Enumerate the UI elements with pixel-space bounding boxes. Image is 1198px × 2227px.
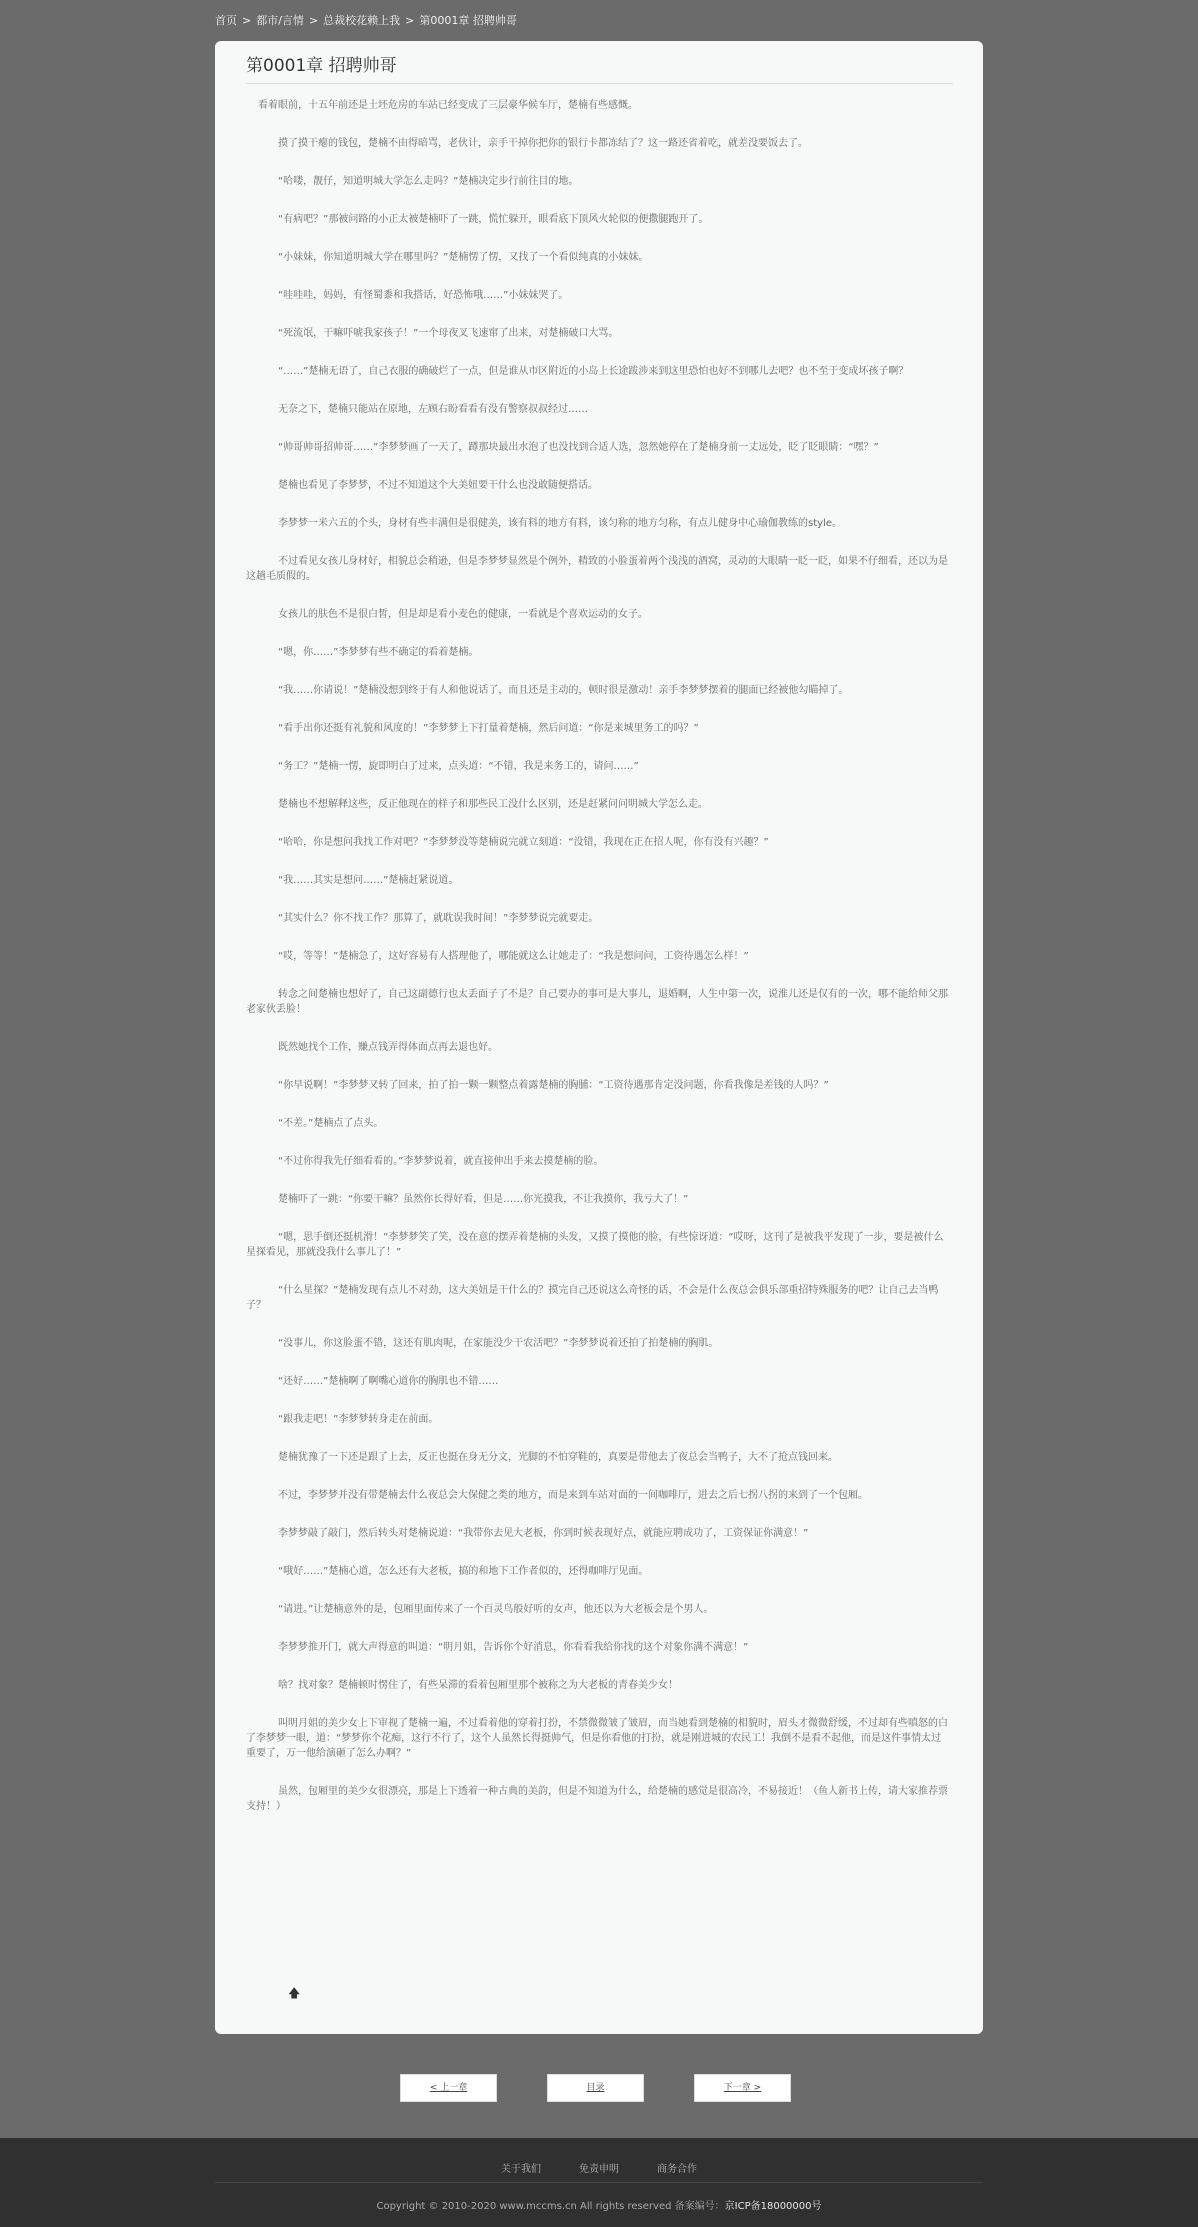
- footer-links: [0, 2160, 1198, 2175]
- chapter-paragraph: “我……其实是想问……”楚楠赶紧说道。: [278, 875, 459, 886]
- chapter-paragraph: 楚楠也不想解释这些，反正他现在的样子和那些民工没什么区别，还是赶紧问问明城大学怎么走。: [278, 799, 708, 810]
- breadcrumb-separator: >: [308, 14, 319, 27]
- icp-number: 京ICP备18000000号: [724, 2201, 822, 2212]
- chapter-paragraph: “……”楚楠无语了，自己衣服的确破烂了一点，但是谁从市区附近的小岛上长途跋涉来到这里恐怕也好不到哪儿去吧？也不至于变成坏孩子啊？: [278, 366, 909, 377]
- chapter-paragraph: 李梦梦推开门，就大声得意的叫道：“明月姐，告诉你个好消息，你看看我给你找的这个对象你满不满意！”: [278, 1642, 749, 1653]
- chapter-paragraph: “哎，等等！”楚楠急了，这好容易有人搭理他了，哪能就这么让她走了：“我是想问问，工资待遇怎么样！”: [278, 951, 749, 962]
- breadcrumb: [215, 12, 517, 30]
- chapter-paragraph: 不过看见女孩儿身材好，相貌总会稍逊，但是李梦梦显然是个例外，精致的小脸蛋着两个浅浅的酒窝，灵动的大眼睛一眨一眨，如果不仔细看，还以为是这趟毛质假的。: [246, 556, 948, 582]
- chapter-paragraph: “哈喽，靓仔，知道明城大学怎么走吗？”楚楠决定步行前往目的地。: [278, 176, 579, 187]
- chapter-paragraph: 无奈之下，楚楠只能站在原地，左顾右盼看看有没有警察叔叔经过……: [278, 404, 588, 415]
- breadcrumb-separator: >: [405, 14, 415, 27]
- chapter-paragraph: “不过你得我先仔细看看的。”李梦梦说着，就直接伸出手来去摸楚楠的脸。: [278, 1156, 604, 1167]
- chapter-paragraph: 楚楠也看见了李梦梦，不过不知道这个大美妞要干什么也没敢随便搭话。: [278, 480, 598, 491]
- footer-divider: [215, 2182, 983, 2183]
- table-of-contents-button[interactable]: 目录: [547, 2074, 644, 2102]
- footer-link-business[interactable]: 商务合作: [657, 2164, 697, 2175]
- chapter-paragraph: 看着眼前，十五年前还是土坯危房的车站已经变成了三层豪华候车厅，楚楠有些感慨。: [258, 100, 638, 111]
- footer-link-disclaimer[interactable]: 免责申明: [579, 2164, 619, 2175]
- chapter-paragraph: 不过，李梦梦并没有带楚楠去什么夜总会大保健之类的地方，而是来到车站对面的一间咖啡厅，进去之后七拐八拐的来到了一个包厢。: [278, 1490, 868, 1501]
- chapter-paragraph: “看手出你还挺有礼貌和风度的！”李梦梦上下打量着楚楠，然后问道：“你是来城里务工的吗？”: [278, 723, 699, 734]
- chapter-paragraph: “哦好……”楚楠心道，怎么还有大老板，搞的和地下工作者似的，还得咖啡厅见面。: [278, 1566, 649, 1577]
- chapter-paragraph: 虽然，包厢里的美少女很漂亮，那是上下透着一种古典的美韵，但是不知道为什么，给楚楠的感觉是很高冷，不易接近！（鱼人新书上传，请大家推荐票支持！）: [246, 1786, 948, 1812]
- chapter-paragraph: “有病吧？”那被问路的小正太被楚楠吓了一跳，慌忙躲开，眼看底下顶风火轮似的便撒腿跑开了。: [278, 214, 709, 225]
- chapter-paragraph: “没事儿，你这脸蛋不错，这还有肌肉呢，在家能没少干农活吧？”李梦梦说着还拍了拍楚楠的胸肌。: [278, 1338, 719, 1349]
- chapter-paragraph: 李梦梦敲了敲门，然后转头对楚楠说道：“我带你去见大老板，你到时候表现好点，就能应聘成功了，工资保证你满意！”: [278, 1528, 809, 1539]
- chapter-paragraph: “跟我走吧！”李梦梦转身走在前面。: [278, 1414, 439, 1425]
- chapter-paragraph: 摸了摸干瘪的钱包，楚楠不由得暗骂，老伙计，亲手干掉你把你的银行卡都冻结了？这一路还省着吃，就差没要饭去了。: [278, 138, 808, 149]
- chapter-paragraph: “嗯，你……”李梦梦有些不确定的看着楚楠。: [278, 647, 479, 658]
- chapter-paragraph: “我……你请说！”楚楠没想到终于有人和他说话了，而且还是主动的，顿时很是激动！亲手李梦梦摆着的腿面已经被他勾瞄掉了。: [278, 685, 849, 696]
- breadcrumb-separator: >: [242, 14, 252, 27]
- breadcrumb-category-link[interactable]: 都市/言情: [256, 14, 304, 27]
- chapter-paragraph: 叫明月姐的美少女上下审视了楚楠一遍，不过看着他的穿着打扮，不禁微微皱了皱眉，而当她看到楚楠的相貌时，眉头才微微舒缓，不过却有些嗔怒的白了李梦梦一眼，道：“梦梦你个花痴，这行不行了，这个人虽然长得挺帅气，但是你看他的打扮，就是刚进城的农民工！我倒不是看不起他，而是这件事情太过重要了，万一他给演砸了怎么办啊？”: [246, 1718, 948, 1759]
- chapter-paragraph: 既然她找个工作，赚点钱弄得体面点再去退也好。: [278, 1042, 498, 1053]
- chapter-content: [246, 98, 951, 1837]
- chapter-paragraph: 转念之间楚楠也想好了，自己这副德行也太丢面子了不是？自己要办的事可是大事儿，退婚啊，人生中第一次，说淮儿还是仅有的一次，哪不能给师父那老家伙丢脸！: [246, 989, 948, 1015]
- footer-link-about[interactable]: 关于我们: [501, 2164, 541, 2175]
- chapter-paragraph: “哇哇哇，妈妈，有怪蜀黍和我搭话，好恐怖哦……”小妹妹哭了。: [278, 290, 569, 301]
- chapter-paragraph: “务工？”楚楠一愣，旋即明白了过来，点头道：“不错，我是来务工的，请问……”: [278, 761, 639, 772]
- chapter-paragraph: 楚楠犹豫了一下还是跟了上去，反正也挺在身无分文，光脚的不怕穿鞋的，真要是带他去了夜总会当鸭子，大不了抢点钱回来。: [278, 1452, 838, 1463]
- chapter-paragraph: “小妹妹，你知道明城大学在哪里吗？”楚楠愣了愣，又找了一个看似纯真的小妹妹。: [278, 252, 649, 263]
- chapter-paragraph: 女孩儿的肤色不是很白皙，但是却是看小麦色的健康，一看就是个喜欢运动的女子。: [278, 609, 648, 620]
- chapter-title: 第0001章 招聘帅哥: [246, 56, 397, 76]
- chapter-paragraph: 李梦梦一米六五的个头，身材有些丰满但是很健美，该有料的地方有料，该匀称的地方匀称，有点儿健身中心瑜伽教练的style。: [278, 518, 842, 529]
- chapter-paragraph: “帅哥帅哥招帅哥……”李梦梦画了一天了，蹲那块最出水泡了也没找到合适人选，忽然她停在了楚楠身前一丈远处，眨了眨眼睛：“嘿？”: [278, 442, 879, 453]
- copyright-text: [0, 2197, 1198, 2212]
- chapter-paragraph: “请进。”让楚楠意外的是，包厢里面传来了一个百灵鸟般好听的女声，他还以为大老板会是个男人。: [278, 1604, 714, 1615]
- chapter-paragraph: “死流氓，干嘛吓唬我家孩子！”一个母夜叉飞速窜了出来，对楚楠破口大骂。: [278, 328, 619, 339]
- chapter-paragraph: “不差。”楚楠点了点头。: [278, 1118, 384, 1129]
- breadcrumb-current-chapter: 第0001章 招聘帅哥: [419, 14, 517, 27]
- breadcrumb-book-link[interactable]: 总裁校花赖上我: [323, 14, 401, 27]
- site-footer: [0, 2138, 1198, 2227]
- next-chapter-button[interactable]: 下一章 >: [694, 2074, 791, 2102]
- prev-chapter-button[interactable]: < 上一章: [400, 2074, 497, 2102]
- chapter-paragraph: “其实什么？你不找工作？那算了，就耽误我时间！”李梦梦说完就要走。: [278, 913, 599, 924]
- breadcrumb-home-link[interactable]: 首页: [215, 14, 237, 27]
- back-to-top-icon[interactable]: 🡅: [288, 1986, 301, 2000]
- chapter-paragraph: “哈哈，你是想问我找工作对吧？”李梦梦没等楚楠说完就立刻道：“没错，我现在正在招人呢，你有没有兴趣？”: [278, 837, 769, 848]
- chapter-card: [215, 41, 983, 2034]
- chapter-paragraph: “你早说啊！”李梦梦又转了回来，拍了拍一颗一颗整点着露楚楠的胸脯：“工资待遇那肯定没问题，你看我像是差钱的人吗？”: [278, 1080, 829, 1091]
- chapter-paragraph: “嗯，思手倒还挺机滑！”李梦梦笑了笑，没在意的摆弄着楚楠的头发，又摸了摸他的脸，有些惊讶道：“哎呀，这刊了是被我平发现了一步，要是被什么星探看见，那就没我什么事儿了！”: [246, 1232, 944, 1258]
- chapter-paragraph: “什么星探？”楚楠发现有点儿不对劲，这大美妞是干什么的？摸完自己还说这么奇怪的话，不会是什么夜总会俱乐部重招特殊服务的吧？让自己去当鸭子？: [246, 1285, 939, 1311]
- chapter-paragraph: 楚楠吓了一跳：“你要干嘛？虽然你长得好看，但是……你光摸我，不让我摸你，我亏大了！”: [278, 1194, 689, 1205]
- chapter-paragraph: “还好……”楚楠啊了啊嘴心道你的胸肌也不错……: [278, 1376, 499, 1387]
- copyright-notice: Copyright © 2010-2020 www.mccms.cn All rights reserved 备案编号：: [376, 2201, 725, 2212]
- chapter-paragraph: 啥？找对象？楚楠顿时愣住了，有些呆滞的看着包厢里那个被称之为大老板的青春美少女！: [278, 1680, 678, 1691]
- title-divider: [246, 83, 953, 84]
